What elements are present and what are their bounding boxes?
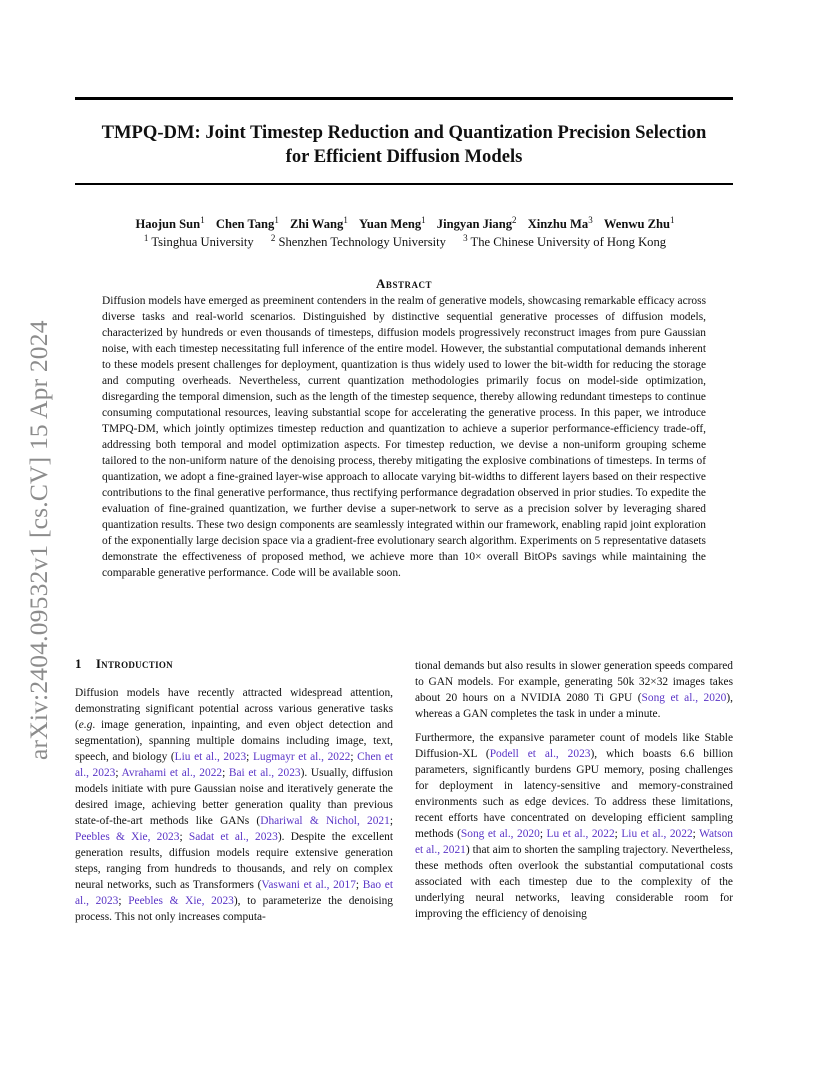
abstract-heading: Abstract — [376, 276, 432, 291]
right-column — [415, 658, 733, 930]
author: Xinzhu Ma$^3$ — [527, 215, 593, 231]
citation-link[interactable]: Peebles & Xie, 2023 — [128, 895, 234, 907]
citation-link[interactable]: Avrahami et al., 2022 — [121, 767, 223, 779]
citation-link[interactable]: Bao et al., 2023 — [75, 879, 393, 907]
affiliation-list — [60, 230, 750, 250]
section-heading — [75, 656, 173, 672]
author: Chen Tang$^1$ — [215, 215, 279, 231]
author: Zhi Wang$^1$ — [289, 215, 348, 231]
citation-link[interactable]: Dhariwal & Nichol, 2021 — [260, 815, 390, 827]
citation-link[interactable]: Song et al., 2020 — [641, 692, 727, 704]
abstract-text: Diffusion models have emerged as preeminent contenders in the realm of generative models, showcasing remarkable efficacy across diverse tasks and real-world scenarios. Distinguished by distinctive sequential generative processes of diffusion models, characterized by hundreds or even thousands of timesteps, diffusion models progressively reconstruct images from pure Gaussian noise, with each timestep necessitating full inference of the entire model. However, the substantial computational demands inherent to these models present challenges for deployment, quantization is thus widely used to lower the bit-width for reducing the storage and computing overheads. Nevertheless, current quantization methodologies primarily focus on model-side optimization, disregarding the temporal dimension, such as the length of the timestep sequence, thereby allowing redundant timesteps to continue consuming computational resources, leaving substantial scope for accelerating the generative process. In this paper, we introduce TMPQ-DM, which jointly optimizes timestep reduction and quantization to achieve a superior performance-efficiency trade-off, addressing both temporal and model optimization aspects. For timestep reduction, we devise a non-uniform grouping scheme tailored to the non-uniform nature of the denoising process, thereby mitigating the explosive combinations of timesteps. In terms of quantization, we adopt a fine-grained layer-wise approach to allocate varying bit-widths to different layers based on their respective contributions to the final generative performance, thus rectifying performance degradation observed in prior studies. To expedite the evaluation of fine-grained quantization, we further devise a super-network to serve as a precision solver by leveraging shared quantization results. These two design components are seamlessly integrated within our framework, enabling rapid joint exploration of the exponentially large decision space via a gradient-free evolutionary search algorithm. Experiments on 5 representative datasets demonstrate the effectiveness of proposed method, we achieve more than 10× overall BitOPs savings while maintaining the comparable generative performance. Code will be available soon. — [102, 295, 706, 579]
author: Jingyan Jiang$^2$ — [436, 215, 517, 231]
title-line-2: for Efficient Diffusion Models — [285, 146, 523, 167]
citation-link[interactable]: Sadat et al., 2023 — [188, 831, 278, 843]
paragraph: tional demands but also results in slower generation speeds compared to GAN models. For example, generating 50k 32×32 images takes about 20 hours on a NVIDIA 2080 Ti GPU (Song et al., 2020), whereas a GAN completes the task in under a minute. — [415, 660, 733, 720]
left-column — [75, 685, 393, 933]
title-bottom-rule — [75, 183, 733, 185]
arxiv-stamp: arXiv:2404.09532v1 [cs.CV] 15 Apr 2024 — [24, 320, 53, 760]
citation-link[interactable]: Liu et al., 2022 — [621, 828, 693, 840]
section-title: Introduction — [95, 656, 173, 671]
paragraph: Furthermore, the expansive parameter count of models like Stable Diffusion-XL (Podell et al., 2023), which boasts 6.6 billion parameters, significantly burdens GPU memory, posing challenges for deployment in latency-sensitive and memory-constrained environments such as edge devices. To address these limitations, recent efforts have concentrated on developing efficient sampling methods (Song et al., 2020; Lu et al., 2022; Liu et al., 2022; Watson et al., 2021) that aim to shorten the sampling trajectory. Nevertheless, these methods often overlook the substantial computational costs associated with each timestep due to the complexity of the underlying neural networks, leaving considerable room for improving the efficiency of denoising — [415, 732, 734, 920]
citation-link[interactable]: Vaswani et al., 2017 — [261, 879, 356, 891]
author: Yuan Meng$^1$ — [358, 215, 426, 231]
paper-title — [75, 121, 733, 169]
citation-link[interactable]: Song et al., 2020 — [460, 828, 540, 840]
paragraph: Diffusion models have recently attracted widespread attention, demonstrating significant potential across various generative tasks (e.g. image generation, inpainting, and even object detection and segmentation), spanning multiple domains including image, text, speech, and biology (Liu et al., 2023; Lugmayr et al., 2022; Chen et al., 2023; Avrahami et al., 2022; Bai et al., 2023). Usually, diffusion models initiate with pure Gaussian noise and iteratively generate the desired image, achieving better generation quality than previous state-of-the-art methods like GANs (Dhariwal & Nichol, 2021; Peebles & Xie, 2023; Sadat et al., 2023). Despite the excellent generation results, diffusion models require extensive generation steps, ranging from hundreds to thousands, and rely on complex neural networks, such as Transformers (Vaswani et al., 2017; Bao et al., 2023; Peebles & Xie, 2023), to parameterize the denoising process. This not only increases computa- — [75, 687, 394, 923]
title-line-1: TMPQ-DM: Joint Timestep Reduction and Quantization Precision Selection — [101, 122, 707, 143]
citation-link[interactable]: Peebles & Xie, 2023 — [75, 831, 180, 843]
citation-link[interactable]: Podell et al., 2023 — [489, 748, 591, 760]
author-list — [60, 212, 750, 232]
affiliation: $^3$ The Chinese University of Hong Kong — [463, 233, 667, 249]
section-number: 1 — [75, 656, 82, 671]
citation-link[interactable]: Lu et al., 2022 — [546, 828, 615, 840]
citation-link[interactable]: Liu et al., 2023 — [174, 751, 247, 763]
citation-link[interactable]: Watson et al., 2021 — [415, 828, 734, 856]
affiliation: $^1$ Tsinghua University — [143, 233, 254, 249]
affiliation: $^2$ Shenzhen Technology University — [270, 233, 446, 249]
title-top-rule — [75, 97, 733, 100]
citation-link[interactable]: Chen et al., 2023 — [75, 751, 394, 779]
citation-link[interactable]: Lugmayr et al., 2022 — [252, 751, 351, 763]
author: Wenwu Zhu$^1$ — [603, 215, 675, 231]
author: Haojun Sun$^1$ — [135, 215, 205, 231]
citation-link[interactable]: Bai et al., 2023 — [228, 767, 301, 779]
